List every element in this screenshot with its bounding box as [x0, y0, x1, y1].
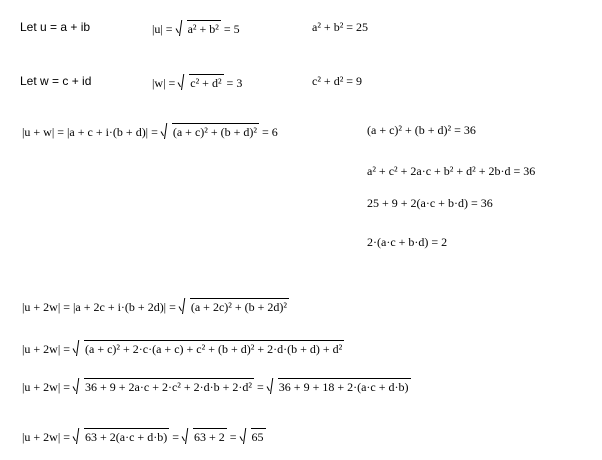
- sqrt-sign: [161, 123, 259, 139]
- sqrt-sign: [179, 298, 289, 314]
- sqrt-sign: [73, 378, 254, 394]
- u-plus-2w-expansion-1: [22, 298, 289, 314]
- let-u-label: Let u = a + ib: [20, 20, 91, 34]
- equals-sign: =: [172, 430, 179, 444]
- sqrt-sign: [182, 428, 227, 444]
- radicand: 63 + 2(a·c + d·b): [85, 430, 168, 444]
- u-plus-2w-lhs: |u + 2w| =: [22, 380, 71, 394]
- u-plus-2w-lhs: |u + 2w| =: [22, 342, 71, 356]
- w-sum-of-squares: c² + d² = 9: [312, 74, 363, 88]
- derivation-step-3: 25 + 9 + 2(a·c + b·d) = 36: [367, 196, 493, 210]
- u-abs-lhs: |u| =: [152, 22, 173, 36]
- u-plus-2w-result: [22, 428, 266, 444]
- radicand: a² + b²: [187, 22, 219, 36]
- radicand: (a + 2c)² + (b + 2d)²: [190, 300, 287, 314]
- u-plus-2w-expansion-3: [22, 378, 411, 394]
- u-plus-2w-lhs: |u + 2w| =: [22, 430, 71, 444]
- radicand: 36 + 9 + 18 + 2·(a·c + d·b): [278, 380, 409, 394]
- let-w-label: Let w = c + id: [20, 74, 92, 88]
- w-magnitude: [152, 74, 242, 90]
- u-plus-w-lhs: |u + w| = |a + c + i·(b + d)| =: [22, 125, 158, 139]
- derivation-step-1: (a + c)² + (b + d)² = 36: [367, 123, 476, 137]
- sqrt-sign: [176, 20, 221, 36]
- w-abs-lhs: |w| =: [152, 76, 176, 90]
- u-magnitude-value: = 5: [223, 22, 240, 36]
- radicand: (a + c)² + (b + d)²: [172, 125, 257, 139]
- sqrt-sign: [240, 428, 266, 444]
- equals-sign: =: [229, 430, 237, 444]
- sqrt-sign: [73, 340, 344, 356]
- radicand: (a + c)² + 2·c·(a + c) + c² + (b + d)² + 2·d·(b + d) + d²: [85, 342, 343, 356]
- u-magnitude: [152, 20, 240, 36]
- radicand: 65: [251, 430, 264, 444]
- radicand: 36 + 9 + 2a·c + 2·c² + 2·d·b + 2·d²: [85, 380, 253, 394]
- derivation-step-4: 2·(a·c + b·d) = 2: [367, 235, 448, 249]
- equals-sign: =: [257, 380, 264, 394]
- sqrt-sign: [73, 428, 169, 444]
- u-plus-w-value: = 6: [262, 125, 278, 139]
- radicand: c² + d²: [190, 76, 222, 90]
- u-plus-2w-lhs: |u + 2w| = |a + 2c + i·(b + 2d)| =: [22, 300, 176, 314]
- derivation-step-2: a² + c² + 2a·c + b² + d² + 2b·d = 36: [367, 164, 536, 178]
- u-plus-2w-expansion-2: [22, 340, 344, 356]
- sqrt-sign: [267, 378, 411, 394]
- u-sum-of-squares: a² + b² = 25: [312, 20, 369, 34]
- w-magnitude-value: = 3: [226, 76, 243, 90]
- radicand: 63 + 2: [193, 430, 225, 444]
- u-plus-w-magnitude: [22, 123, 278, 139]
- sqrt-sign: [178, 74, 223, 90]
